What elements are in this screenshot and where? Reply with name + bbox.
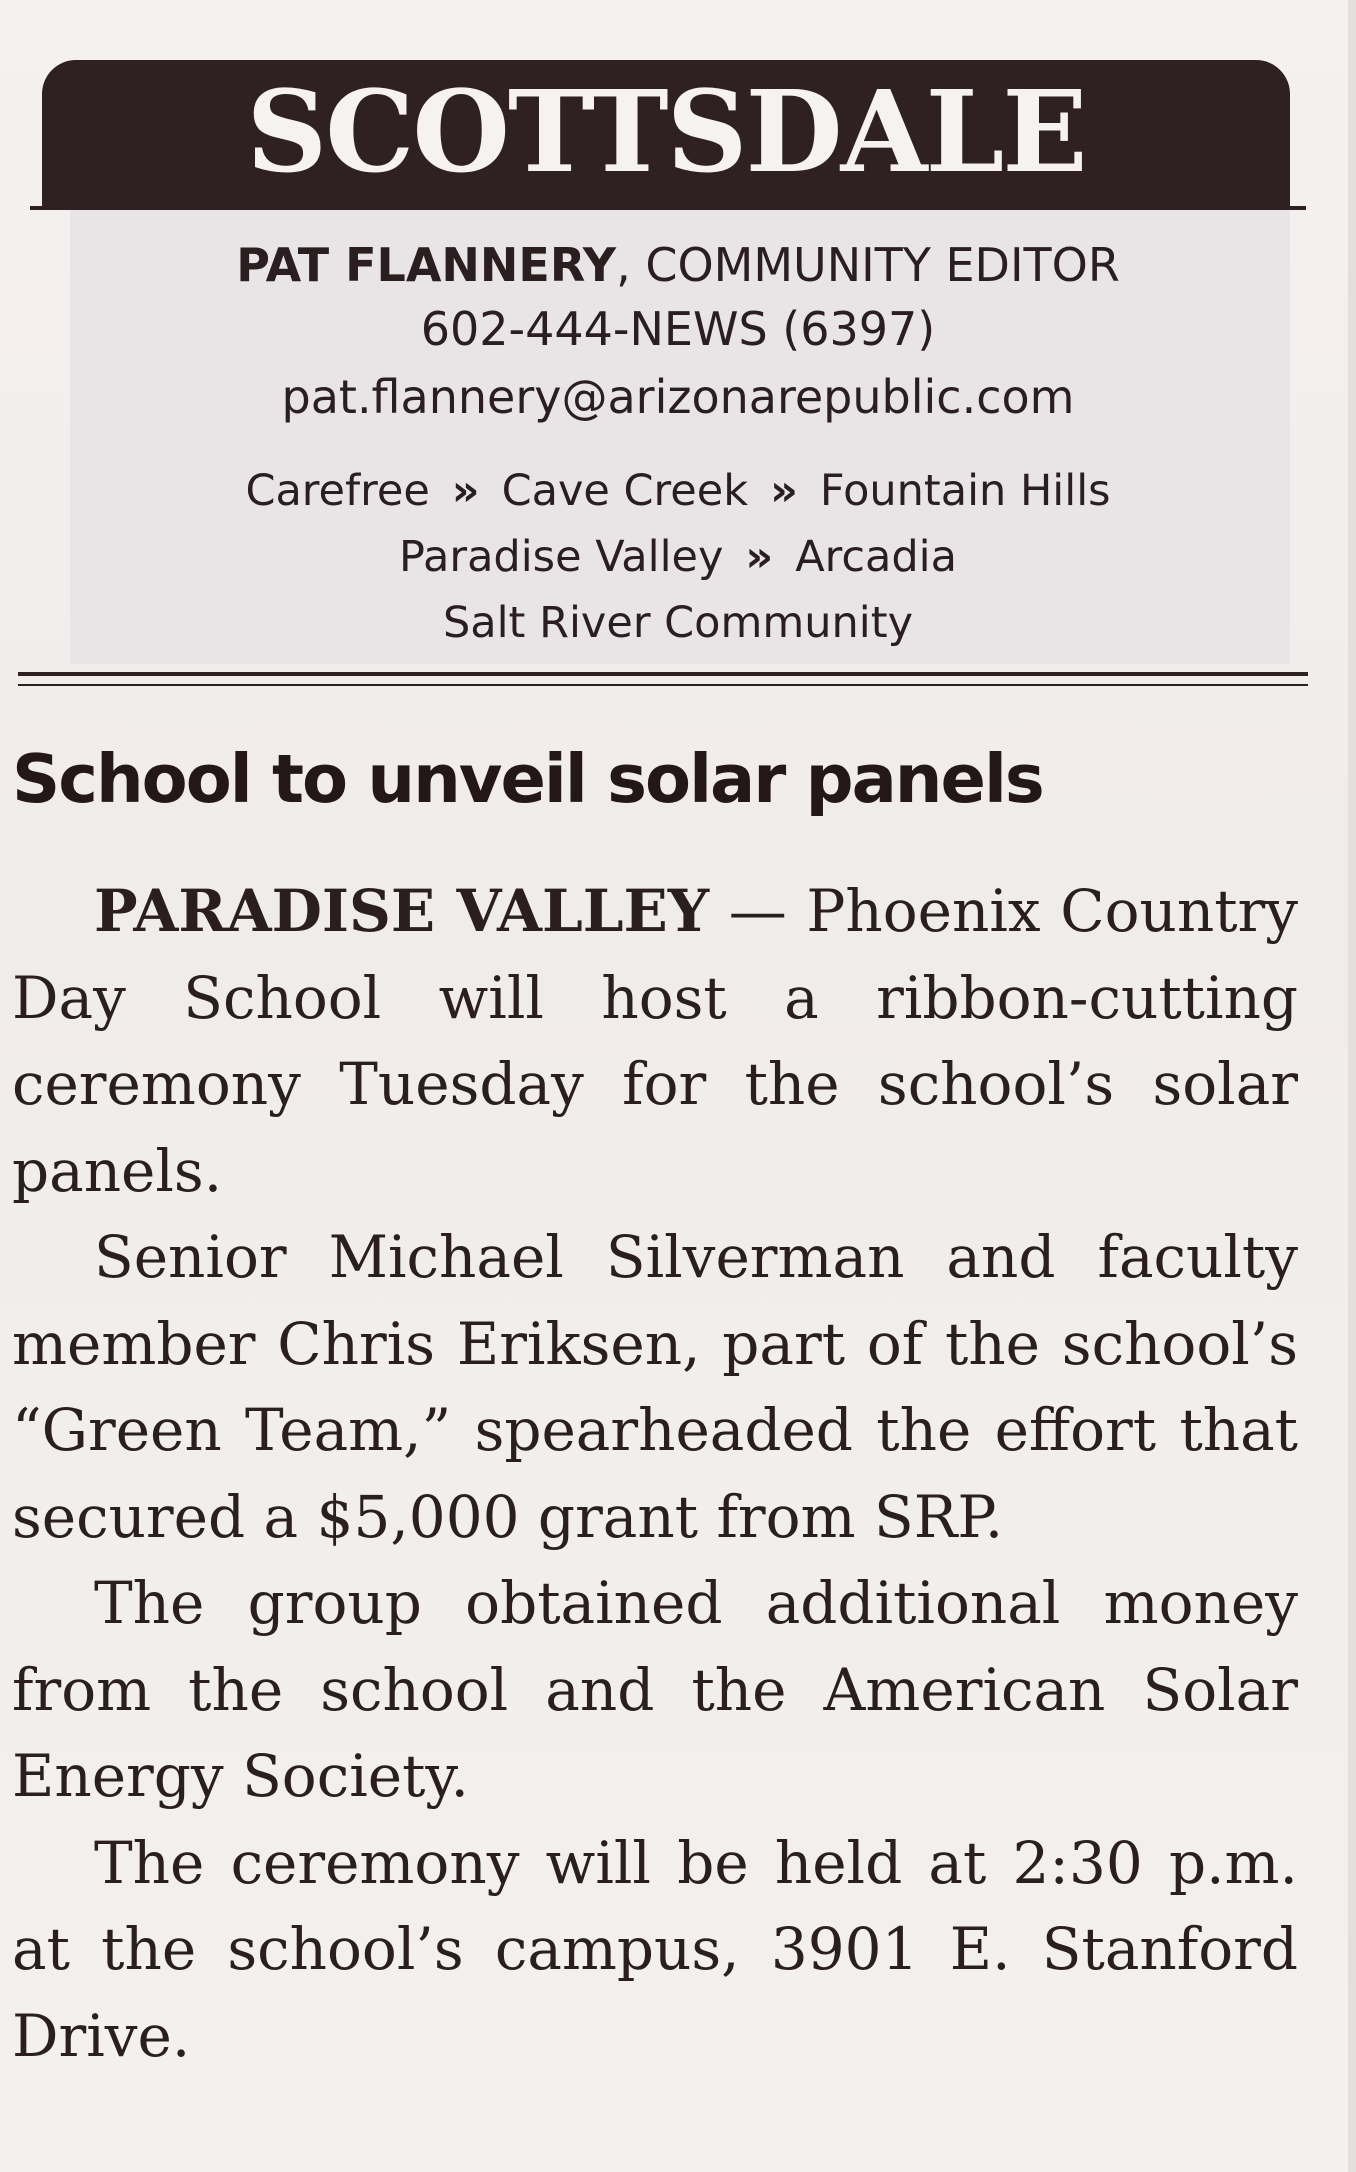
- article-paragraph: The ceremony will be held at 2:30 p.m. at the school’s campus, 3901 E. Stanford Drive.: [12, 1828, 1298, 2070]
- editor-role: , COMMUNITY EDITOR: [616, 238, 1120, 292]
- masthead-banner: [42, 60, 1290, 208]
- article-body: [12, 868, 1298, 2079]
- area-paradise-valley: Paradise Valley: [399, 532, 724, 582]
- editor-email: pat.flannery@arizonarepublic.com: [281, 370, 1075, 424]
- chevron-separator-icon: »: [770, 466, 798, 516]
- area-fountain-hills: Fountain Hills: [819, 466, 1111, 516]
- paragraph-1-text: Phoenix Country Day School will host a ribbon-cutting ceremony Tuesday for the school’s solar panels.: [12, 877, 1299, 1205]
- coverage-areas-line-3: [0, 598, 1356, 648]
- chevron-separator-icon: »: [745, 532, 774, 582]
- area-carefree: Carefree: [245, 466, 430, 516]
- section-divider-thin: [18, 684, 1308, 686]
- masthead-title: SCOTTSDALE: [246, 67, 1086, 198]
- coverage-areas-line-2: [0, 532, 1356, 582]
- area-arcadia: Arcadia: [795, 532, 957, 582]
- article-paragraph: [12, 868, 1298, 1214]
- article-paragraph: Senior Michael Silverman and faculty member Chris Eriksen, part of the school’s “Green Team,” spearheaded the effort that secured a $5,000 grant from SRP.: [12, 1223, 1298, 1551]
- chevron-separator-icon: »: [451, 466, 480, 516]
- article-headline: School to unveil solar panels: [12, 740, 1043, 818]
- area-cave-creek: Cave Creek: [501, 466, 749, 516]
- dateline-dash: —: [709, 877, 807, 945]
- scan-edge: [1348, 0, 1356, 2172]
- coverage-areas-line-1: [0, 466, 1356, 516]
- section-divider: [18, 672, 1308, 676]
- area-salt-river-community: Salt River Community: [442, 598, 914, 648]
- editor-phone: 602-444-NEWS (6397): [420, 302, 936, 356]
- dateline: PARADISE VALLEY: [94, 877, 710, 945]
- editor-name: PAT FLANNERY: [236, 238, 617, 292]
- article-paragraph: The group obtained additional money from the school and the American Solar Energy Society.: [12, 1569, 1298, 1810]
- masthead-rule: [30, 206, 1306, 210]
- editor-line: [0, 238, 1356, 292]
